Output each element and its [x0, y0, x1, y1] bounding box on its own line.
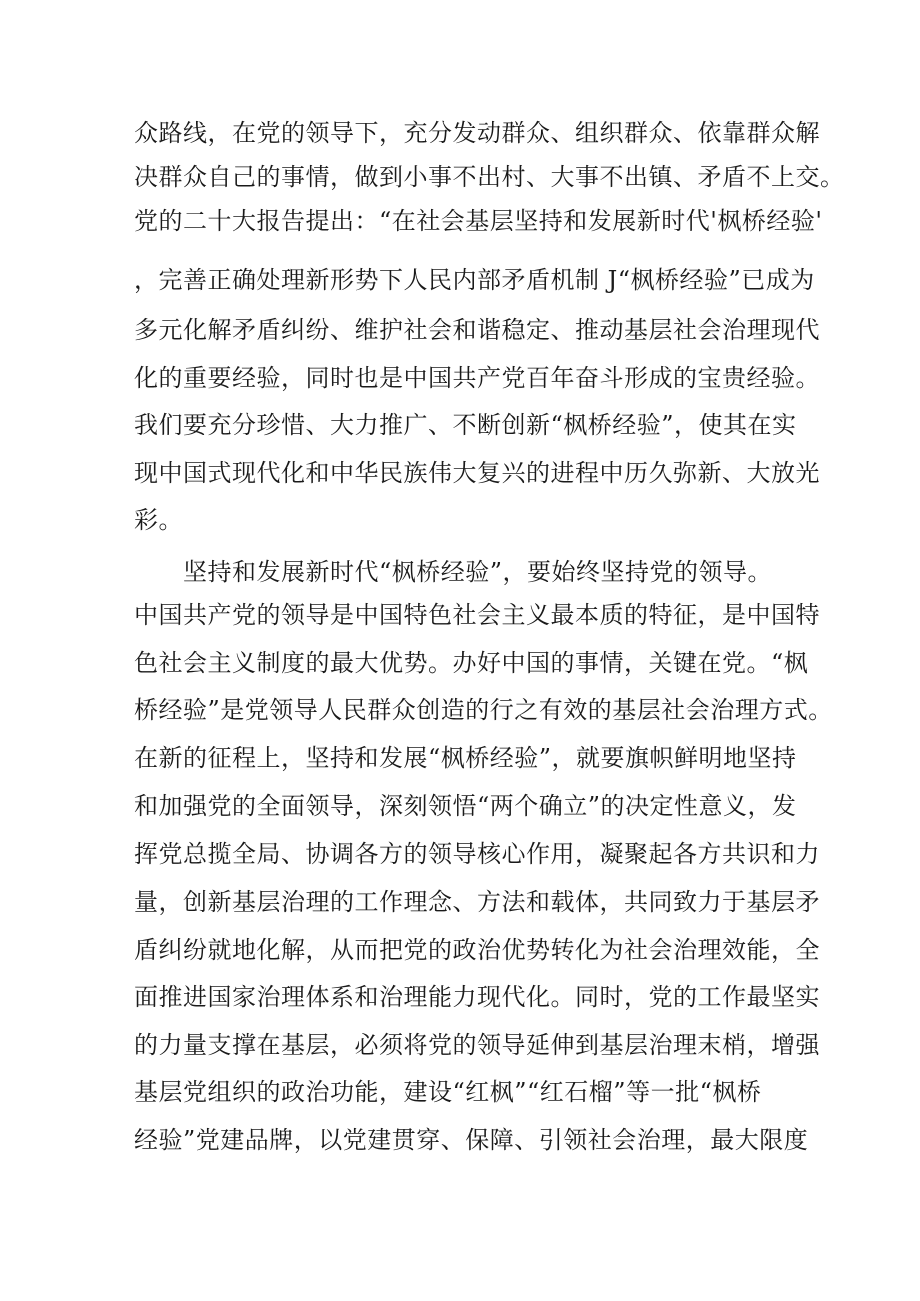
text-line: 化的重要经验，同时也是中国共产党百年奋斗形成的宝贵经验。 — [134, 364, 820, 392]
text-line: 众路线，在党的领导下，充分发动群众、组织群众、依靠群众解 — [134, 119, 820, 147]
text-line: 桥经验”是党领导人民群众创造的行之有效的基层社会治理方式。 — [134, 696, 833, 724]
text-line: 现中国式现代化和中华民族伟大复兴的进程中历久弥新、大放光 — [134, 459, 820, 487]
text-line: 色社会主义制度的最大优势。办好中国的事情，关键在党。“枫 — [134, 649, 809, 677]
text-line: 基层党组织的政治功能，建设“红枫”“红石榴”等一批“枫桥 — [134, 1078, 762, 1106]
text-line: 挥党总揽全局、协调各方的领导核心作用，凝聚起各方共识和力 — [134, 840, 820, 868]
text-line: 的力量支撑在基层，必须将党的领导延伸到基层治理末梢，增强 — [134, 1031, 820, 1059]
text-line: 党的二十大报告提出：“在社会基层坚持和发展新时代'枫桥经验' — [134, 207, 823, 235]
text-line: 彩。 — [134, 506, 183, 534]
text-line: 盾纠纷就地化解，从而把党的政治优势转化为社会治理效能，全 — [134, 936, 820, 964]
text-line: 面推进国家治理体系和治理能力现代化。同时，党的工作最坚实 — [134, 983, 820, 1011]
text-line: 量，创新基层治理的工作理念、方法和载体，共同致力于基层矛 — [134, 888, 820, 916]
text-line: ，完善正确处理新形势下人民内部矛盾机制 J“枫桥经验”已成为 — [134, 266, 815, 294]
paragraph-first-line: 坚持和发展新时代“枫桥经验”，要始终坚持党的领导。 — [183, 558, 773, 586]
text-line: 中国共产党的领导是中国特色社会主义最本质的特征，是中国特 — [134, 601, 820, 629]
text-line: 我们要充分珍惜、大力推广、不断创新“枫桥经验”，使其在实 — [134, 411, 797, 439]
text-line: 决群众自己的事情，做到小事不出村、大事不出镇、矛盾不上交。 — [134, 163, 845, 191]
text-line: 多元化解矛盾纠纷、维护社会和谐稳定、推动基层社会治理现代 — [134, 316, 820, 344]
text-line: 经验”党建品牌，以党建贯穿、保障、引领社会治理，最大限度 — [134, 1126, 809, 1154]
text-line: 在新的征程上，坚持和发展“枫桥经验”，就要旗帜鲜明地坚持 — [134, 744, 797, 772]
text-line: 和加强党的全面领导，深刻领悟“两个确立”的决定性意义，发 — [134, 792, 797, 820]
